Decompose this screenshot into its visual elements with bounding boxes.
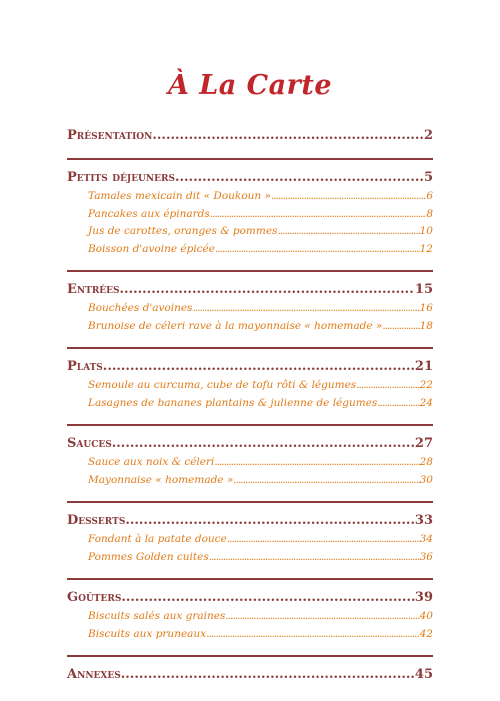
toc-leader-dots [152, 128, 424, 143]
toc-leader-dots [225, 610, 419, 622]
toc-leader-dots [377, 397, 419, 409]
toc-heading-page: 2 [423, 128, 433, 143]
toc-leader-dots [192, 302, 419, 314]
toc-heading-label: Entrées [67, 282, 120, 297]
toc-heading-label: Desserts [67, 513, 126, 528]
toc-entry-page: 40 [419, 610, 433, 622]
toc-entry-label: Biscuits aux pruneaux [88, 627, 207, 640]
toc-entry[interactable] [67, 533, 433, 551]
toc-leader-dots [125, 513, 415, 528]
toc-leader-dots [121, 667, 415, 682]
toc-heading-label: Plats [67, 359, 103, 374]
toc-entry-label: Fondant à la patate douce [88, 533, 227, 545]
toc-leader-dots [121, 590, 415, 605]
toc-section-desserts [67, 513, 433, 580]
toc-heading-page: 21 [414, 359, 433, 374]
toc-leader-dots [271, 190, 426, 202]
toc-leader-dots [233, 474, 419, 486]
toc-entry-page: 42 [419, 627, 433, 640]
toc-heading[interactable] [67, 590, 433, 610]
toc-leader-dots [103, 359, 415, 374]
toc-entry-page: 8 [426, 207, 433, 220]
toc-entry-page: 18 [419, 319, 433, 332]
toc-entry[interactable] [67, 456, 433, 474]
toc-leader-dots [382, 320, 419, 332]
section-divider [67, 655, 433, 657]
toc-entry-page: 28 [419, 456, 433, 468]
toc-entry[interactable] [67, 551, 433, 569]
toc-heading[interactable] [67, 436, 433, 456]
toc-entry[interactable] [67, 397, 433, 415]
section-divider [67, 424, 433, 426]
toc-heading-label: Sauces [67, 436, 112, 451]
toc-leader-dots [112, 436, 415, 451]
toc-entry-page: 10 [419, 225, 433, 237]
toc-section-entrees [67, 282, 433, 349]
page-title: À La Carte [167, 70, 333, 101]
toc-section-gouters [67, 590, 433, 657]
toc-heading[interactable] [67, 282, 433, 302]
toc-entry-page: 30 [419, 473, 433, 486]
toc-section-presentation [67, 128, 433, 160]
toc-leader-dots [120, 282, 415, 297]
toc-heading-page: 45 [414, 667, 433, 682]
toc-entry-label: Pancakes aux épinards [88, 207, 210, 220]
toc-section-annexes [67, 667, 433, 697]
toc-entry-page: 12 [419, 242, 433, 255]
section-divider [67, 501, 433, 503]
toc-section-sauces [67, 436, 433, 503]
toc-entry-label: Semoule au curcuma, cube de tofu rôti & légumes [88, 379, 357, 391]
toc-leader-dots [215, 243, 420, 255]
toc-leader-dots [227, 533, 420, 545]
section-divider [67, 270, 433, 272]
toc-entry-label: Pommes Golden cuites [88, 550, 209, 563]
toc-entry[interactable] [67, 208, 433, 226]
section-divider [67, 578, 433, 580]
toc-leader-dots [209, 551, 420, 563]
toc-entry[interactable] [67, 628, 433, 646]
toc-entry-label: Brunoise de céleri rave à la mayonnaise « homemade » [88, 319, 383, 332]
section-divider [67, 158, 433, 160]
toc-heading-page: 33 [414, 513, 433, 528]
toc-entry-page: 34 [419, 533, 433, 545]
toc-heading-label: Présentation [67, 128, 153, 143]
table-of-contents [67, 126, 433, 697]
toc-entry-label: Jus de carottes, oranges & pommes [88, 225, 278, 237]
toc-entry[interactable] [67, 302, 433, 320]
toc-entry[interactable] [67, 225, 433, 243]
toc-leader-dots [175, 170, 424, 185]
toc-heading-page: 27 [414, 436, 433, 451]
toc-entry-page: 24 [419, 396, 433, 409]
toc-heading-page: 39 [414, 590, 433, 605]
toc-entry-page: 36 [419, 550, 433, 563]
toc-leader-dots [214, 456, 419, 468]
toc-leader-dots [277, 225, 419, 237]
toc-heading[interactable] [67, 359, 433, 379]
toc-section-plats [67, 359, 433, 426]
toc-entry-label: Biscuits salés aux graines [88, 610, 226, 622]
toc-heading-label: Goûters [67, 590, 122, 605]
toc-heading[interactable] [67, 513, 433, 533]
toc-heading[interactable] [67, 128, 433, 148]
toc-heading-label: Petits déjeuners [67, 170, 175, 185]
toc-heading[interactable] [67, 170, 433, 190]
toc-entry[interactable] [67, 320, 433, 338]
toc-heading-page: 5 [423, 170, 433, 185]
toc-heading-label: Annexes [67, 667, 121, 682]
toc-leader-dots [206, 628, 420, 640]
toc-entry-label: Sauce aux noix & céleri [88, 456, 215, 468]
toc-entry-label: Mayonnaise « homemade » [88, 473, 234, 486]
toc-entry-label: Lasagnes de bananes plantains & julienne de légumes [88, 396, 378, 409]
toc-leader-dots [356, 379, 419, 391]
toc-entry-page: 16 [419, 302, 433, 314]
toc-entry[interactable] [67, 474, 433, 492]
toc-heading-page: 15 [414, 282, 433, 297]
toc-entry-page: 6 [426, 190, 433, 202]
toc-heading[interactable] [67, 667, 433, 687]
section-divider [67, 347, 433, 349]
toc-entry-page: 22 [419, 379, 433, 391]
toc-entry-label: Boisson d'avoine épicée [88, 242, 215, 255]
toc-entry[interactable] [67, 190, 433, 208]
toc-leader-dots [210, 208, 427, 220]
toc-entry-label: Bouchées d'avoines [88, 302, 193, 314]
toc-entry[interactable] [67, 243, 433, 261]
toc-entry[interactable] [67, 379, 433, 397]
toc-section-petits-dejeuners [67, 170, 433, 272]
toc-entry[interactable] [67, 610, 433, 628]
toc-entry-label: Tamales mexicain dit « Doukoun » [88, 190, 271, 202]
